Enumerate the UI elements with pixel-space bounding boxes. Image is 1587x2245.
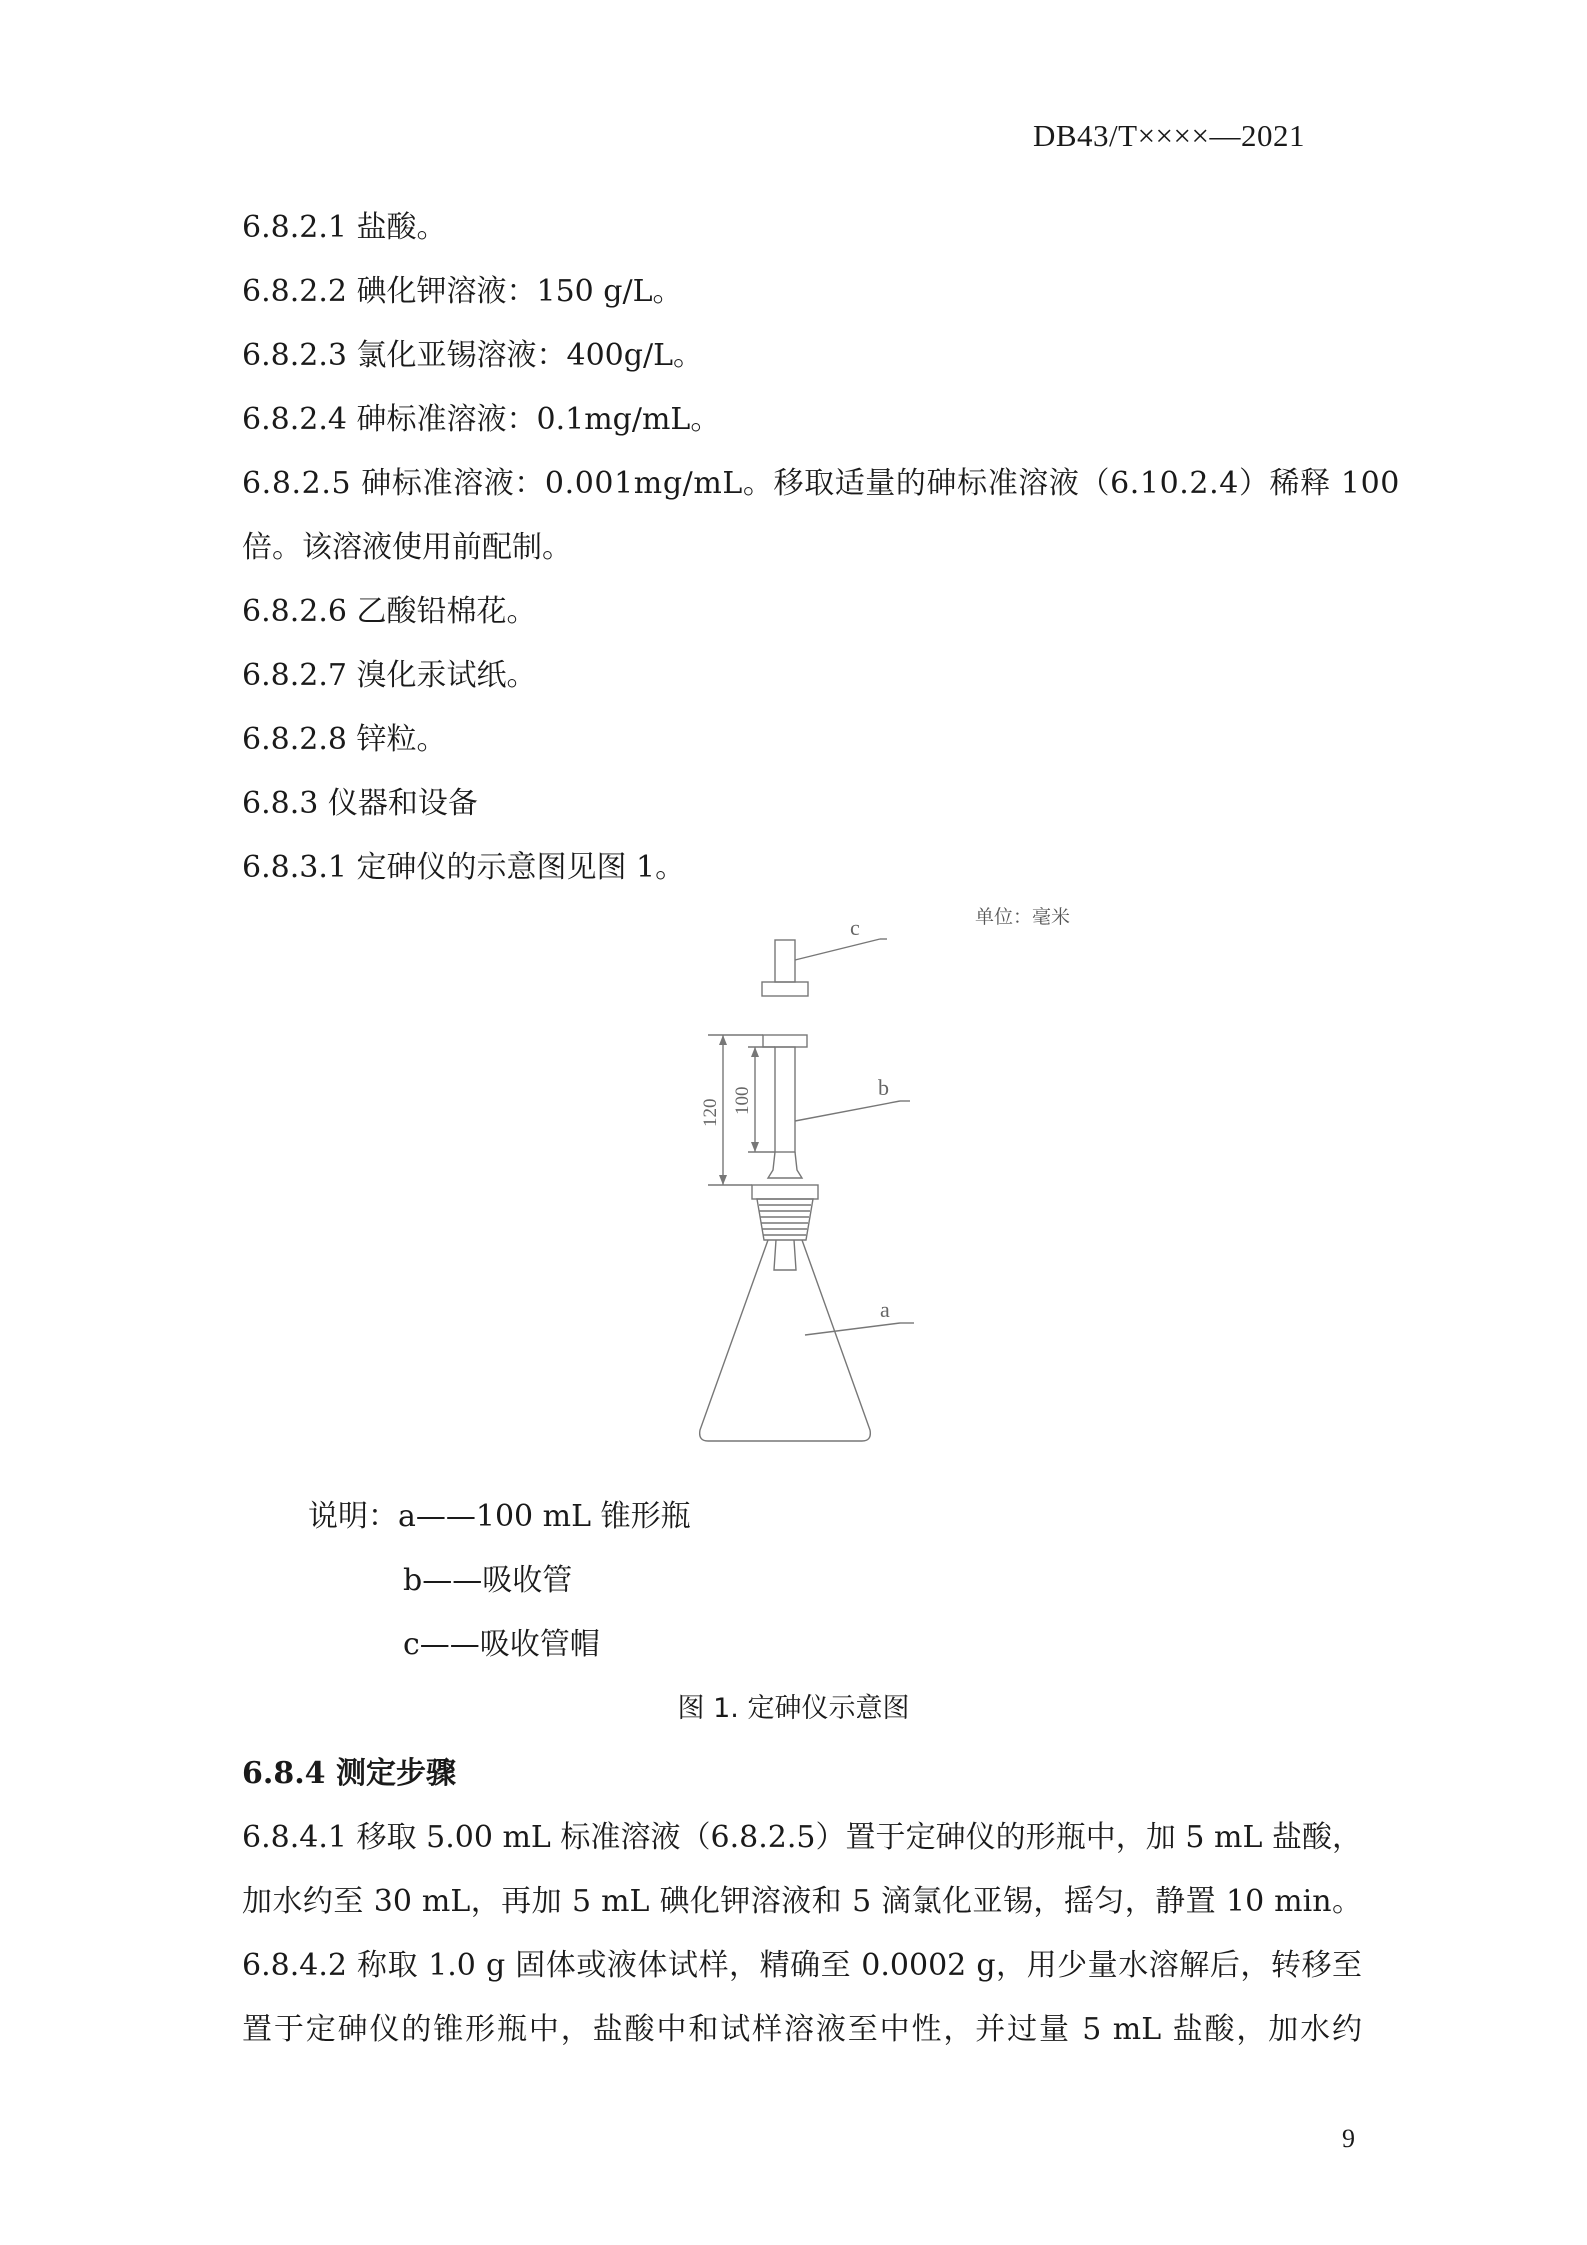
procedure-section [242, 1742, 1362, 2062]
text-line: 6.8.2.6 乙酸铅棉花。 [242, 594, 537, 629]
leader-b [795, 1101, 900, 1121]
tube-flange [763, 1035, 807, 1047]
legend-item-b: b——吸收管 [403, 1563, 573, 1598]
reagent-list [242, 196, 1400, 900]
text-line: 6.8.2.7 溴化汞试纸。 [242, 658, 537, 693]
cap-base [762, 982, 808, 996]
cap-stem [775, 940, 795, 982]
text-line: 6.8.4.2 称取 1.0 g 固体或液体试样，精确至 0.0002 g，用少量水溶解后，转移至 [242, 1948, 1362, 1983]
text-line: 6.8.2.1 盐酸。 [242, 210, 447, 245]
label-b: b [878, 1075, 889, 1100]
leader-a [805, 1323, 900, 1335]
stopper-top [752, 1185, 818, 1199]
dim-inner-label: 100 [732, 1086, 753, 1115]
section-heading: 6.8.3 仪器和设备 [242, 786, 478, 821]
text-line: 6.8.2.8 锌粒。 [242, 722, 447, 757]
figure-legend [308, 1485, 691, 1677]
document-code: DB43/T××××—2021 [1032, 118, 1305, 153]
page-number: 9 [1342, 2124, 1355, 2153]
text-line: 置于定砷仪的锥形瓶中，盐酸中和试样溶液至中性，并过量 5 mL 盐酸，加水约 [242, 2012, 1362, 2047]
label-c: c [850, 915, 860, 940]
procedure-heading: 6.8.4 测定步骤 [242, 1756, 456, 1791]
legend-item-c: c——吸收管帽 [403, 1627, 600, 1662]
dim-outer-label: 120 [700, 1098, 721, 1127]
unit-note: 单位：毫米 [975, 906, 1071, 928]
figure-caption: 图 1. 定砷仪示意图 [677, 1693, 910, 1724]
tube-neck [768, 1152, 802, 1178]
text-line: 6.8.2.4 砷标准溶液：0.1mg/mL。 [242, 402, 721, 437]
text-line: 6.8.2.2 碘化钾溶液：150 g/L。 [242, 274, 683, 309]
arsenic-apparatus-figure [640, 895, 1100, 1455]
text-line: 6.8.3.1 定砷仪的示意图见图 1。 [242, 850, 686, 885]
legend-item-a: 说明：a——100 mL 锥形瓶 [308, 1499, 691, 1534]
absorption-tube [775, 1047, 795, 1152]
label-a: a [880, 1297, 890, 1322]
text-line: 加水约至 30 mL，再加 5 mL 碘化钾溶液和 5 滴氯化亚锡，摇匀，静置 10 min。 [242, 1884, 1362, 1919]
text-line: 倍。该溶液使用前配制。 [242, 530, 572, 565]
text-line: 6.8.4.1 移取 5.00 mL 标准溶液（6.8.2.5）置于定砷仪的形瓶中，加 5 mL 盐酸， [242, 1820, 1362, 1855]
text-line: 6.8.2.5 砷标准溶液：0.001mg/mL。移取适量的砷标准溶液（6.10.2.4）稀释 100 [242, 466, 1400, 501]
text-line: 6.8.2.3 氯化亚锡溶液：400g/L。 [242, 338, 703, 373]
apparatus-diagram [640, 895, 1100, 1455]
inner-taper [774, 1240, 796, 1270]
leader-c [795, 939, 880, 960]
